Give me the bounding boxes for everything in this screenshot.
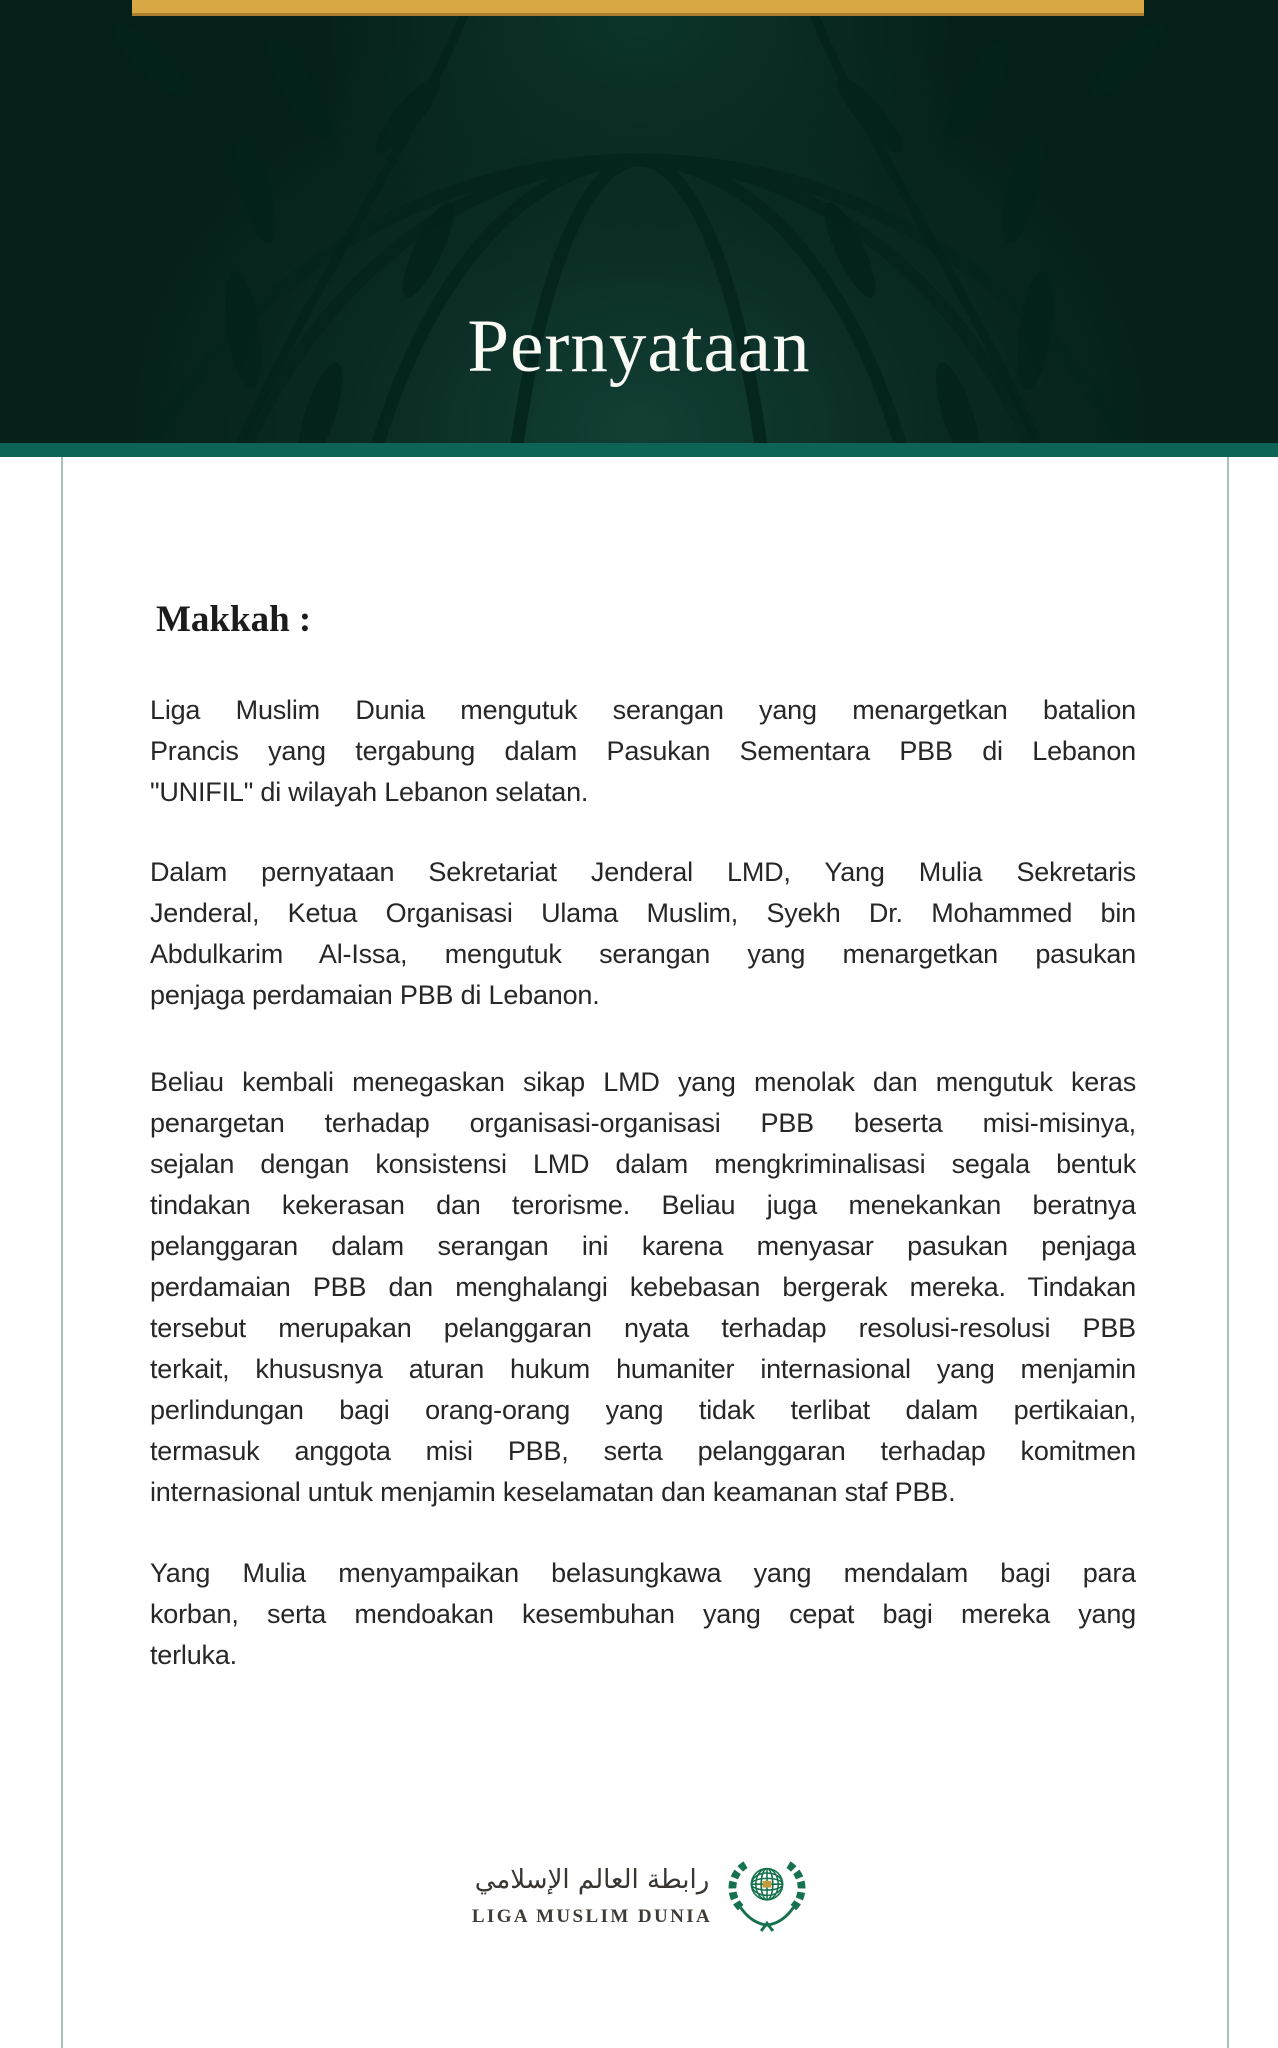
paragraph-4	[150, 1553, 1136, 1676]
dateline: Makkah :	[156, 599, 312, 640]
text-line: Dalam pernyataan Sekretariat Jenderal LMD, Yang Mulia Sekretaris	[150, 857, 1136, 887]
org-logo-text	[472, 1855, 712, 1929]
card-border-left	[61, 457, 63, 2048]
text-line: tersebut merupakan pelanggaran nyata terhadap resolusi-resolusi PBB	[150, 1313, 1136, 1343]
org-logo	[0, 1850, 1278, 1934]
logo-arabic-calligraphy: رابطة العالم الإسلامي	[474, 1865, 710, 1895]
header-banner	[0, 0, 1278, 443]
text-line: Prancis yang tergabung dalam Pasukan Sementara PBB di Lebanon	[150, 736, 1136, 766]
card-border-right	[1227, 457, 1229, 2048]
text-line: sejalan dengan konsistensi LMD dalam mengkriminalisasi segala bentuk	[150, 1149, 1136, 1179]
paragraph-2	[150, 852, 1136, 1016]
emblem-gold-mark	[763, 1881, 772, 1888]
text-line: korban, serta mendoakan kesembuhan yang cepat bagi mereka yang	[150, 1599, 1136, 1629]
text-line: "UNIFIL" di wilayah Lebanon selatan.	[150, 777, 589, 807]
text-line: terkait, khususnya aturan hukum humaniter internasional yang menjamin	[150, 1354, 1136, 1384]
text-line: perdamaian PBB dan menghalangi kebebasan bergerak mereka. Tindakan	[150, 1272, 1136, 1302]
text-line: perlindungan bagi orang-orang yang tidak terlibat dalam pertikaian,	[150, 1395, 1136, 1425]
text-line: Yang Mulia menyampaikan belasungkawa yang mendalam bagi para	[150, 1558, 1136, 1588]
text-line: Abdulkarim Al-Issa, mengutuk serangan yang menargetkan pasukan	[150, 939, 1136, 969]
text-line: Jenderal, Ketua Organisasi Ulama Muslim, Syekh Dr. Mohammed bin	[150, 898, 1136, 928]
text-line: termasuk anggota misi PBB, serta pelanggaran terhadap komitmen	[150, 1436, 1136, 1466]
paragraph-3	[150, 1062, 1136, 1513]
page-title: Pernyataan	[467, 305, 811, 388]
text-line: penjaga perdamaian PBB di Lebanon.	[150, 980, 600, 1010]
text-line: pelanggaran dalam serangan ini karena menyasar pasukan penjaga	[150, 1231, 1136, 1261]
teal-divider	[0, 443, 1278, 457]
statement-body	[150, 457, 1136, 1676]
text-line: tindakan kekerasan dan terorisme. Beliau juga menekankan beratnya	[150, 1190, 1136, 1220]
text-line: Liga Muslim Dunia mengutuk serangan yang menargetkan batalion	[150, 695, 1136, 725]
text-line: internasional untuk menjamin keselamatan dan keamanan staf PBB.	[150, 1477, 956, 1507]
text-line: terluka.	[150, 1640, 237, 1670]
text-line: Beliau kembali menegaskan sikap LMD yang menolak dan mengutuk keras	[150, 1067, 1136, 1097]
text-line: penargetan terhadap organisasi-organisasi PBB beserta misi-misinya,	[150, 1108, 1136, 1138]
gold-accent-bar	[132, 0, 1144, 16]
logo-org-name: LIGA MUSLIM DUNIA	[471, 1906, 713, 1927]
mwl-emblem-icon	[728, 1850, 806, 1934]
paragraph-1	[150, 690, 1136, 813]
